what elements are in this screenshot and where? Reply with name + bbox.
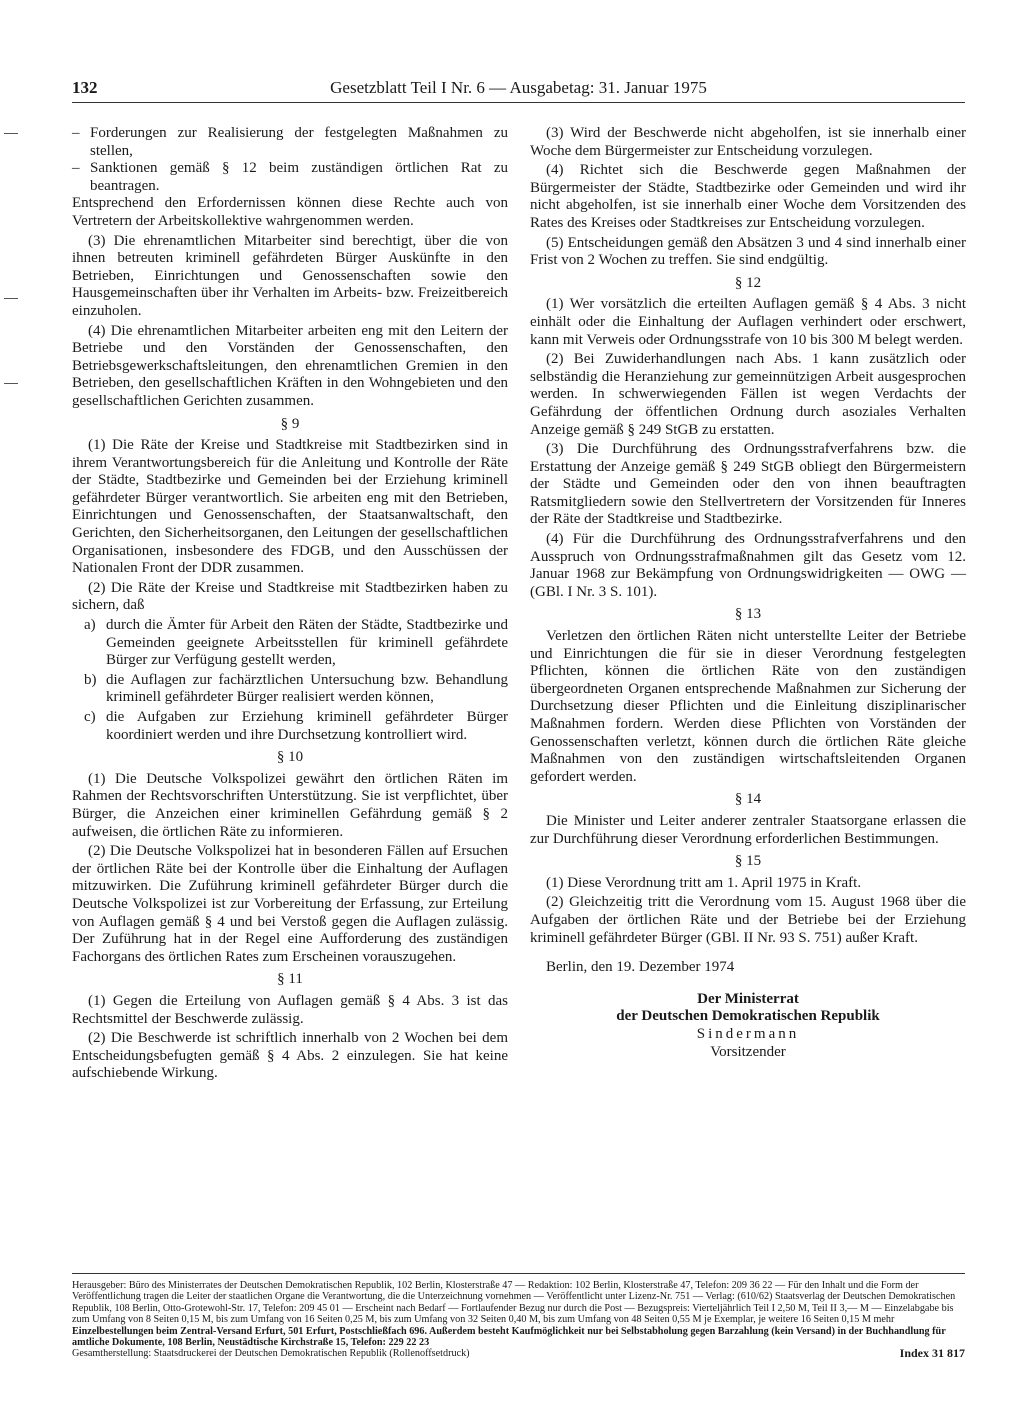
- paragraph: Verletzen den örtlichen Räten nicht unterstellte Leiter der Betriebe und Einrichtungen die für sie in dieser Verordnung festgelegten Pflichten, können die örtlichen Räte von den zuständigen übergeordneten Organen entsprechende Maßnahmen zur Sicherung der Durchsetzung dieser Pflichten und die Einleitung disziplinarischer Maßnahmen fordern. Werden diese Pflichten von Vorständen der Genossenschaften verletzt, können durch die örtlichen Räte gleiche Maßnahmen von den zuständigen wirtschaftsleitenden Organen gefordert werden.: [530, 628, 966, 785]
- paragraph: (2) Bei Zuwiderhandlungen nach Abs. 1 kann zusätzlich oder selbständig die Heranziehung zur gemeinnützigen Arbeit ausgesprochen werden. In schwerwiegenden Fällen ist wegen Verdachts der Gefährdung der öffentlichen Ordnung durch asoziales Verhalten Anzeige gemäß § 249 StGB zu erstatten.: [530, 351, 966, 438]
- left-column: [72, 125, 508, 1085]
- paragraph: (1) Die Deutsche Volkspolizei gewährt den örtlichen Räten im Rahmen der Rechtsvorschriften Unterstützung. Sie ist verpflichtet, über Bürger, die Anzeichen einer kriminellen Gefährdung gemäß § 2 aufweisen, die örtlichen Räte zu informieren.: [72, 770, 508, 840]
- paragraph: (2) Die Beschwerde ist schriftlich innerhalb von 2 Wochen bei dem Entscheidungsbefugten gemäß § 4 Abs. 2 einzulegen. Sie hat keine aufschiebende Wirkung.: [72, 1030, 508, 1082]
- section-heading: § 11: [277, 971, 303, 988]
- page-header: [72, 76, 965, 103]
- list-item: – Forderungen zur Realisierung der festgelegten Maßnahmen zu stellen,: [72, 125, 508, 159]
- paragraph: (5) Entscheidungen gemäß den Absätzen 3 und 4 sind innerhalb einer Frist von 2 Wochen zu treffen. Sie sind endgültig.: [530, 234, 966, 269]
- place-date: Berlin, den 19. Dezember 1974: [546, 959, 735, 976]
- ordering-info: Einzelbestellungen beim Zentral-Versand Erfurt, 501 Erfurt, Postschließfach 696. Außerdem besteht Kaufmöglichkeit nur bei Selbstabholung gegen Barzahlung (kein Versand) in der Buchhandlung für amtliche Dokumente, 108 Berlin, Neustädtische Kirchstraße 15, Telefon: 229 22 23: [72, 1325, 946, 1349]
- section-heading: § 15: [734, 853, 762, 870]
- paragraph: (4) Richtet sich die Beschwerde gegen Maßnahmen der Bürgermeister der Städte, Stadtbezirke oder Gemeinden und wird ihr nicht abgeholfen, ist sie innerhalb einer Woche dem Vorsitzenden des Rates des Kreises oder Stadtkreises zur Entscheidung vorzulegen.: [530, 162, 966, 231]
- right-column: [530, 125, 966, 1061]
- margin-mark: [4, 383, 18, 384]
- list-item: a) durch die Ämter für Arbeit den Räten der Städte, Stadtbezirke und Gemeinden geeignete Arbeitsstellen für kriminell gefährdete Bürger zur Verfügung gestellt werden,: [84, 617, 508, 669]
- running-head: Gesetzblatt Teil I Nr. 6 — Ausgabetag: 31. Januar 1975: [330, 78, 707, 97]
- paragraph: (1) Gegen die Erteilung von Auflagen gemäß § 4 Abs. 3 ist das Rechtsmittel der Beschwerde zulässig.: [72, 992, 508, 1027]
- signatory-body: Der Ministerrat: [697, 990, 799, 1007]
- printer-info: Gesamtherstellung: Staatsdruckerei der Deutschen Demokratischen Republik (Rollenoffsetdruck): [72, 1348, 470, 1360]
- signatory-title: Vorsitzender: [710, 1043, 786, 1060]
- paragraph: (2) Die Räte der Kreise und Stadtkreise mit Stadtbezirken haben zu sichern, daß: [72, 579, 508, 614]
- list-item: c) die Aufgaben zur Erziehung kriminell gefährdeter Bürger koordiniert werden und ihre Durchsetzung kontrolliert wird.: [84, 709, 508, 743]
- paragraph: (1) Die Räte der Kreise und Stadtkreise mit Stadtbezirken sind in ihrem Verantwortungsbereich für die Anleitung und Kontrolle der Räte der Städte, Stadtbezirke und Gemeinden bei der Erziehung kriminell gefährdeter Bürger verantwortlich. Sie arbeiten eng mit den Betrieben, Einrichtungen und Genossenschaften, der Staatsanwaltschaft, den Gerichten, den Sicherheitsorganen, den Leitungen der gesellschaftlichen Organisationen, insbesondere des FDGB, und den Ausschüssen der Nationalen Front der DDR zusammen.: [72, 437, 508, 577]
- margin-mark: [4, 298, 18, 299]
- paragraph: Entsprechend den Erfordernissen können diese Rechte auch von Vertretern der Arbeitskollektive wahrgenommen werden.: [72, 195, 508, 229]
- section-heading: § 9: [280, 415, 300, 432]
- paragraph: (1) Wer vorsätzlich die erteilten Auflagen gemäß § 4 Abs. 3 nicht einhält oder die Einhaltung der Auflagen verhindert oder erschwert, kann mit Verweis oder Ordnungsstrafe von 10 bis 300 M belegt werden.: [530, 296, 966, 348]
- index-number: Index 31 817: [899, 1346, 965, 1361]
- signatory-name: Sindermann: [696, 1025, 800, 1042]
- imprint-text: Herausgeber: Büro des Ministerrates der Deutschen Demokratischen Republik, 102 Berlin, Klosterstraße 47 — Redaktion: 102 Berlin, Klosterstraße 47, Telefon: 209 36 22 — Für den Inhalt und die Form der Veröffentlichung tragen die Leiter der staatlichen Organe die Verantwortung, die die Unterzeichnung vornehmen — Veröffentlicht unter Lizenz-Nr. 751 — Verlag: (610/62) Staatsverlag der Deutschen Demokratischen Republik, 108 Berlin, Otto-Grotewohl-Str. 17, Telefon: 209 45 01 — Erscheint nach Bedarf — Fortlaufender Bezug nur durch die Post — Bezugspreis: Vierteljährlich Teil I 2,50 M, Teil II 3,— M — Einzelabgabe bis zum Umfang von 8 Seiten 0,15 M, bis zum Umfang von 16 Seiten 0,25 M, bis zum Umfang von 32 Seiten 0,40 M, bis zum Umfang von 48 Seiten 0,55 M je Exemplar, je weitere 16 Seiten 0,15 M mehr: [72, 1280, 956, 1326]
- page-number: 132: [72, 78, 98, 97]
- paragraph: (3) Die Durchführung des Ordnungsstrafverfahrens bzw. die Erstattung der Anzeige gemäß § 249 StGB obliegt den Bürgermeistern der Städte und Gemeinden oder den von ihnen beauftragten Ratsmitgliedern sowie den Stellvertretern der Vorsitzenden für Inneres der Räte der Stadtkreise und Stadtbezirke.: [530, 441, 966, 528]
- section-heading: § 12: [734, 274, 762, 291]
- signature-block: [530, 991, 966, 1061]
- paragraph: (2) Gleichzeitig tritt die Verordnung vom 15. August 1968 über die Aufgaben der örtlichen Räte und der Betriebe bei der Erziehung kriminell gefährdeter Bürger (GBl. II Nr. 93 S. 751) außer Kraft.: [530, 894, 966, 946]
- imprint-footer: [72, 1273, 965, 1360]
- margin-mark: [4, 133, 18, 134]
- section-heading: § 13: [734, 606, 762, 623]
- list-item: b) die Auflagen zur fachärztlichen Untersuchung bzw. Behandlung kriminell gefährdeter Bürger realisiert werden können,: [84, 671, 508, 706]
- paragraph: Die Minister und Leiter anderer zentraler Staatsorgane erlassen die zur Durchführung dieser Verordnung erforderlichen Bestimmungen.: [530, 812, 966, 847]
- list-item: – Sanktionen gemäß § 12 beim zuständigen örtlichen Rat zu beantragen.: [72, 160, 508, 194]
- paragraph: (4) Für die Durchführung des Ordnungsstrafverfahrens und den Ausspruch von Ordnungsstrafmaßnahmen gilt das Gesetz vom 12. Januar 1968 zur Bekämpfung von Ordnungswidrigkeiten — OWG — (GBl. I Nr. 3 S. 101).: [530, 531, 966, 600]
- paragraph: (4) Die ehrenamtlichen Mitarbeiter arbeiten eng mit den Leitern der Betriebe und den Vorständen der Genossenschaften, den Betriebsgewerkschaftsleitungen, den ehrenamtlichen Gremien in den Betrieben, den gesellschaftlichen Kräften in den Wohngebieten und den gesellschaftlichen Gerichten zusammen.: [72, 322, 508, 409]
- paragraph: (3) Wird der Beschwerde nicht abgeholfen, ist sie innerhalb einer Woche dem Bürgermeister zur Entscheidung vorzulegen.: [530, 125, 966, 159]
- paragraph: (3) Die ehrenamtlichen Mitarbeiter sind berechtigt, über die von ihnen betreuten kriminell gefährdeten Bürger Auskünfte in den Betrieben, Einrichtungen und Genossenschaften sowie den Hausgemeinschaften über ihr Verhalten im Arbeits- bzw. Freizeitbereich einzuholen.: [72, 232, 508, 319]
- paragraph: (1) Diese Verordnung tritt am 1. April 1975 in Kraft.: [546, 874, 862, 891]
- signatory-body-name: der Deutschen Demokratischen Republik: [616, 1008, 880, 1025]
- paragraph: (2) Die Deutsche Volkspolizei hat in besonderen Fällen auf Ersuchen der örtlichen Räte bei der Kontrolle über die Einhaltung der Auflagen mitzuwirken. Die Zuführung kriminell gefährdeter Bürger durch die Deutsche Volkspolizei ist zur Vorbereitung der Erfassung, zur Erteilung von Auflagen gemäß § 4 und bei Verstoß gegen die Auflagen zulässig. Der Zuführung hat in der Regel eine Aufforderung des zuständigen Fachorgans des örtlichen Rates zum Erscheinen vorauszugehen.: [72, 843, 508, 965]
- section-heading: § 10: [276, 749, 304, 766]
- section-heading: § 14: [734, 791, 762, 808]
